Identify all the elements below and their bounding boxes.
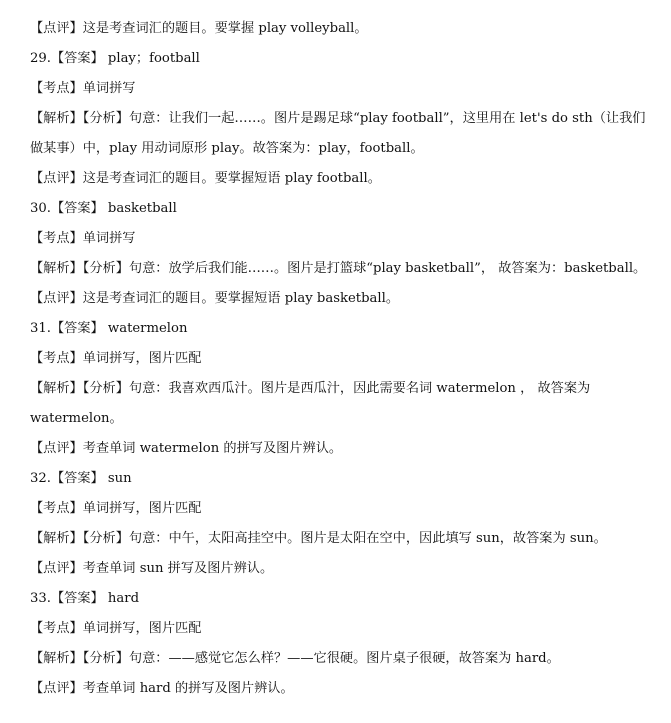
text-line: 【点评】这是考查词汇的题目。要掌握 play volleyball。	[30, 21, 368, 36]
text-line: watermelon。	[30, 411, 123, 426]
text-line: 【解析】【分析】句意：——感觉它怎么样？——它很硬。图片桌子很硬，故答案为 hard。	[30, 651, 560, 666]
answer-line: 33.【答案】 hard	[30, 591, 140, 606]
text-line: 【点评】这是考查词汇的题目。要掌握短语 play basketball。	[30, 291, 400, 306]
text-line: 做某事）中，play 用动词原形 play。故答案为：play，football。	[30, 141, 424, 156]
text-line: 【解析】【分析】句意：让我们一起……。图片是踢足球“play football”，这里用在 let's do sth（让我们	[30, 111, 646, 126]
text-line: 【考点】单词拼写，图片匹配	[30, 351, 202, 366]
answer-line: 31.【答案】 watermelon	[30, 321, 188, 336]
text-line: 【解析】【分析】句意：放学后我们能……。图片是打篮球“play basketball”， 故答案为：basketball。	[30, 261, 647, 276]
text-line: 【点评】考查单词 sun 拼写及图片辨认。	[30, 561, 274, 576]
answer-line: 29.【答案】 play；football	[30, 51, 200, 66]
text-line: 【点评】考查单词 hard 的拼写及图片辨认。	[30, 681, 294, 696]
answer-line: 32.【答案】 sun	[30, 471, 132, 486]
text-line: 【考点】单词拼写，图片匹配	[30, 621, 202, 636]
text-line: 【考点】单词拼写	[30, 231, 136, 246]
text-line: 【点评】考查单词 watermelon 的拼写及图片辨认。	[30, 441, 343, 456]
text-line: 【考点】单词拼写，图片匹配	[30, 501, 202, 516]
text-line: 【考点】单词拼写	[30, 81, 136, 96]
text-line: 【点评】这是考查词汇的题目。要掌握短语 play football。	[30, 171, 381, 186]
text-line: 【解析】【分析】句意：我喜欢西瓜汁。图片是西瓜汁，因此需要名词 watermelon ， 故答案为	[30, 381, 591, 396]
text-line: 【解析】【分析】句意：中午，太阳高挂空中。图片是太阳在空中，因此填写 sun，故答案为 sun。	[30, 531, 607, 546]
answer-line: 30.【答案】 basketball	[30, 201, 177, 216]
